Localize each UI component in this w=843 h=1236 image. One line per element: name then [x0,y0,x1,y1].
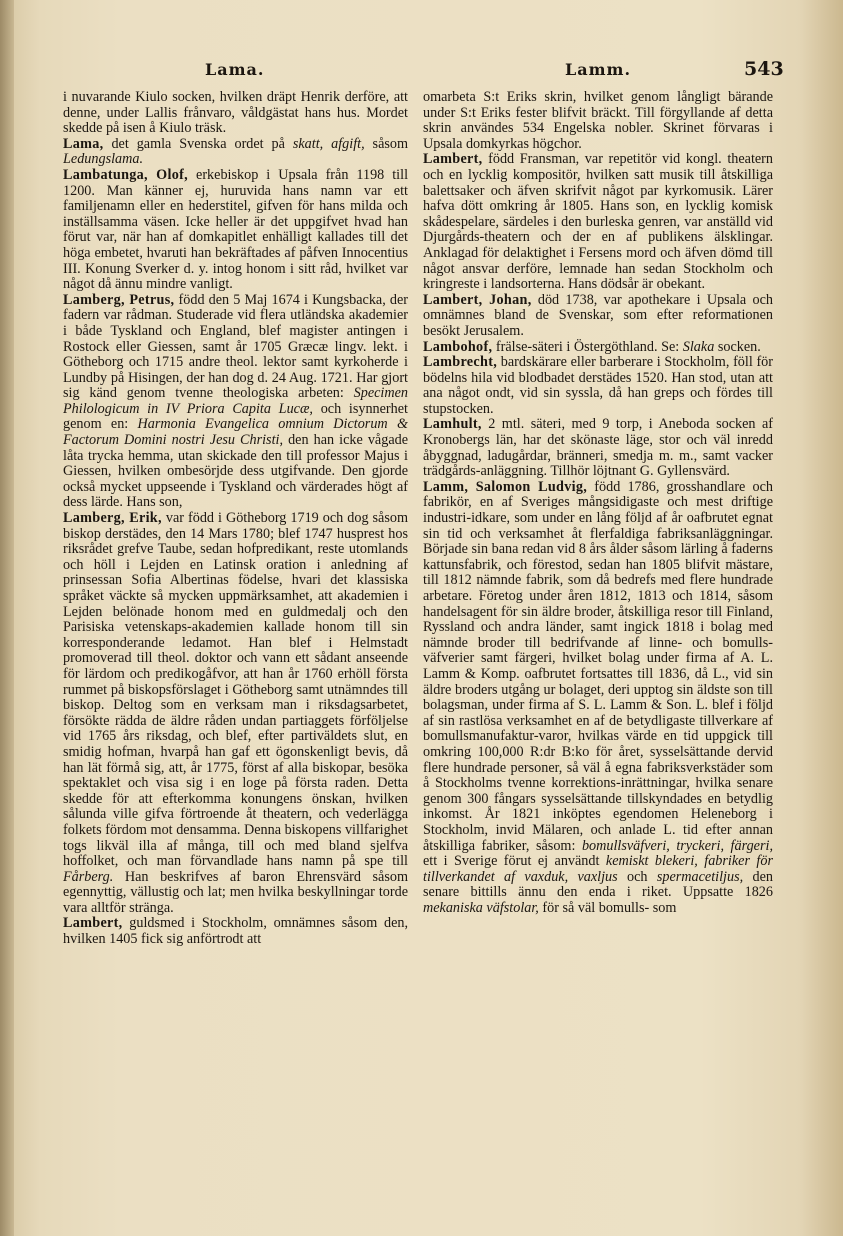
entry-headword: Lambert, [63,915,123,932]
entry-paragraph: Lambert, guldsmed i Stockholm, omnämnes såsom den, hvilken 1405 fick sig anförtrodt att [63,915,408,948]
header-right-word: Lamm. [565,60,632,79]
entry-paragraph: omarbeta S:t Eriks skrin, hvilket genom långligt bärande under S:t Eriks fester blifvit bräckt. Till förgyllande af detta skrin användes 534 Engelska nobler. Skrinet förvaras i Upsala domkyrkas högchor. [423,90,773,152]
left-column [63,90,408,1210]
entry-paragraph: Lamberg, Erik, var född i Götheborg 1719 och dog såsom biskop derstädes, den 14 Mars 1780; blef 1747 husprest hos riksrådet grefve Taube, sedan hofpredikant, reste utomlands och höll i Lejden en Latinsk oration i anledning af prinsessan Sofia Albertinas födelse, hvari det klassiska språket väckte så mycken uppmärksamhet, att akademien i Lejden belönade honom med en guldmedalj och den Parisiska vetenskaps-akademien kallade honom till sin korresponderande ledamot. Han blef i Helmstadt promoverad till theol. doktor och vann ett sådant anseende för lärdom och predikogåfvor, att han år 1760 erhöll första rummet på biskopsförslaget i Götheborg samt utnämndes till biskop. Deltog som en verksam man i riksdagsarbetet, försökte rädda de äldre råden undan partiaggets förföljelse vid 1765 års riksdag, och blef, efter partiväldets slut, en smidig hofman, hvarpå han gaf ett ögonskenligt bevis, då han lät förmå sig, att, år 1775, först af alla biskopar, besöka spektaklet och visa sig i en loge på första raden. Detta skedde för att efterkomma konungens önskan, hvilken sålunda ville gifva förtroende åt theatern, och vederlägga folkets fördom mot densamma. Denna biskopens villfarighet togs likväl illa af många, till och med bland sjelfva hoffolket, och man förvandlade hans namn på spe till Fårberg. Han beskrifves af baron Ehrensvärd såsom egennyttig, vällustig och lat; men hvilka beskyllningar torde vara alltför stränga. [63,510,408,916]
entry-paragraph: i nuvarande Kiulo socken, hvilken dräpt Henrik derföre, att denne, under Lallis frånvaro, våldgästat hans hus. Mordet skedde på isen å Kiulo träsk. [63,90,408,137]
entry-paragraph: Lamhult, 2 mtl. säteri, med 9 torp, i Aneboda socken af Kronobergs län, har det skönaste läge, stor och väl inredd åbyggnad, ladugårdar, bränneri, smedja m. m., samt vacker trädgårds-anläggning. Tillhör löjtnant G. Gyllensvärd. [423,416,773,480]
right-column [423,90,773,1210]
entry-paragraph: Lambert, Johan, död 1738, var apothekare i Upsala och omnämnes bland de Svenskar, som efter reformationen besökt Jerusalem. [423,291,773,339]
entry-paragraph: Lambrecht, bardskärare eller barberare i Stockholm, föll för bödelns hila vid blodbadet derstädes 1520. Han stod, utan att ana något ondt, vid sin syssla, då han greps och fördes till stupstocken. [423,354,773,417]
entry-headword: Lambohof, [423,338,493,355]
entry-headword: Lambatunga, Olof, [63,166,189,183]
entry-headword: Lamberg, Petrus, [63,291,175,308]
entry-headword: Lambert, Johan, [423,291,532,308]
entry-headword: Lambert, [423,151,483,168]
page-number: 543 [744,58,784,80]
binding-edge [0,0,14,1236]
entry-paragraph: Lamberg, Petrus, född den 5 Maj 1674 i Kungsbacka, der fadern var rådman. Studerade vid flera utländska akademier i både Tyskland och England, blef magister antingen i Rostock eller Giessen, samt år 1705 Græcæ lingv. lekt. i Götheborg och 1715 andre theol. lektor samt kyrkoherde i Lundby på Hisingen, der han dog d. 24 Aug. 1721. Har gjort sig känd genom tvenne theologiska arbeten: Specimen Philologicum in IV Priora Capita Lucæ, och isynnerhet genom en: Harmonia Evangelica omnium Dictorum & Factorum Domini nostri Jesu Christi, den han icke vågade låta trycka hemma, utan skickade den till professor Majus i Giessen, hvilken ombesörjde dess utgifvande. Den gjorde också mycket uppseende i Tyskland och värderades högt af dess lärde. Hans son, [63,291,408,511]
entry-headword: Lamhult, [423,416,482,433]
entry-paragraph: Lamm, Salomon Ludvig, född 1786, grosshandlare och fabrikör, en af Sveriges mångsidigaste och mest driftige industri-idkare, som under en lång följd af år oafbrutet egnat sin tid och verksamhet åt flerfaldiga fabriksanläggningar. Började sin bana redan vid 8 års ålder såsom lärling å faderns kattunsfabrik, och förestod, sedan han 1805 blifvit mästare, till 1812 nämnde fabrik, som då bedrefs med flere hundrade arbetare. Företog under åren 1812, 1813 och 1814, såsom handelsagent för sin äldre broder, åtskilliga resor till Finland, Ryssland och andra länder, samt ingick 1818 i bolag med nämnde broder till bedrifvande af linne- och bomulls-väfverier samt färgeri, hvilket bolag under firma af A. L. Lamm & Komp. oafbrutet fortsattes till 1836, då L., vid sin äldre broders utgång ur bolaget, deri upptog sin äldste son till bolagsman, under firma af S. L. Lamm & Son. L. blef i följd af sin rastlösa verksamhet en af de betydligaste tillverkare af bomullsmanufaktur-varor, hvilkas värde en tid uppgick till omkring 100,000 R:dr B:ko för året, sysselsättande dervid flere hundrade personer, så väl å egna fabriksverkstäder som å Stockholms tvenne korrektions-inrättningar, hvilka senare genom 300 fångars sysselsättande tillskyndades en betydlig inkomst. År 1821 inköptes egendomen Heleneborg i Stockholm, invid Mälaren, och anlade L. tid efter annan åtskilliga fabriker, såsom: bomullsväfveri, tryckeri, färgeri, ett i Sverige förut ej användt kemiskt blekeri, fabriker för tillverkandet af vaxduk, vaxljus och spermacetiljus, den senare bittills ännu den enda i riket. Uppsatte 1826 mekaniska väfstolar, för så väl bomulls- som [423,478,773,916]
entry-headword: Lamberg, Erik, [63,510,162,527]
header-left-word: Lama. [205,60,265,79]
running-header [0,58,843,88]
entry-paragraph: Lama, det gamla Svenska ordet på skatt, afgift, såsom Ledungslama. [63,135,408,168]
entry-headword: Lamm, Salomon Ludvig, [423,478,588,495]
entry-headword: Lambrecht, [423,354,498,371]
entry-paragraph: Lambert, född Fransman, var repetitör vid kongl. theatern och en lycklig kompositör, hvilken satt musik till åtskilliga balettsaker och äfven skrifvit något par kyrkomusik. Lärer hafva dött omkring år 1805. Hans son, en lycklig komisk skådespelare, särdeles i den burleska genren, var anställd vid Djurgårds-theatern och der en af publikens älsklingar. Anklagad för delaktighet i Fersens mord och äfven dömd till något ansvar derföre, lemnade han sedan Stockholm och kringreste i landsorterna. Hans dödsår är obekant. [423,151,773,293]
entry-paragraph: Lambatunga, Olof, erkebiskop i Upsala från 1198 till 1200. Man känner ej, huruvida hans namn var ett familjenamn eller en hederstitel, gifven för hans milda och inställsamma väsen. Icke heller är det uppgifvet hvad han förut var, när han af domkapitlet enhälligt kallades till det höga embetet, hvaruti han bekräftades af påfven Innocentius III. Konung Sverker d. y. intog honom i sitt råd, hvilket var något då ännu mindre vanligt. [63,166,408,293]
entry-paragraph: Lambohof, frälse-säteri i Östergöthland. Se: Slaka socken. [423,338,761,355]
entry-headword: Lama, [63,135,104,152]
